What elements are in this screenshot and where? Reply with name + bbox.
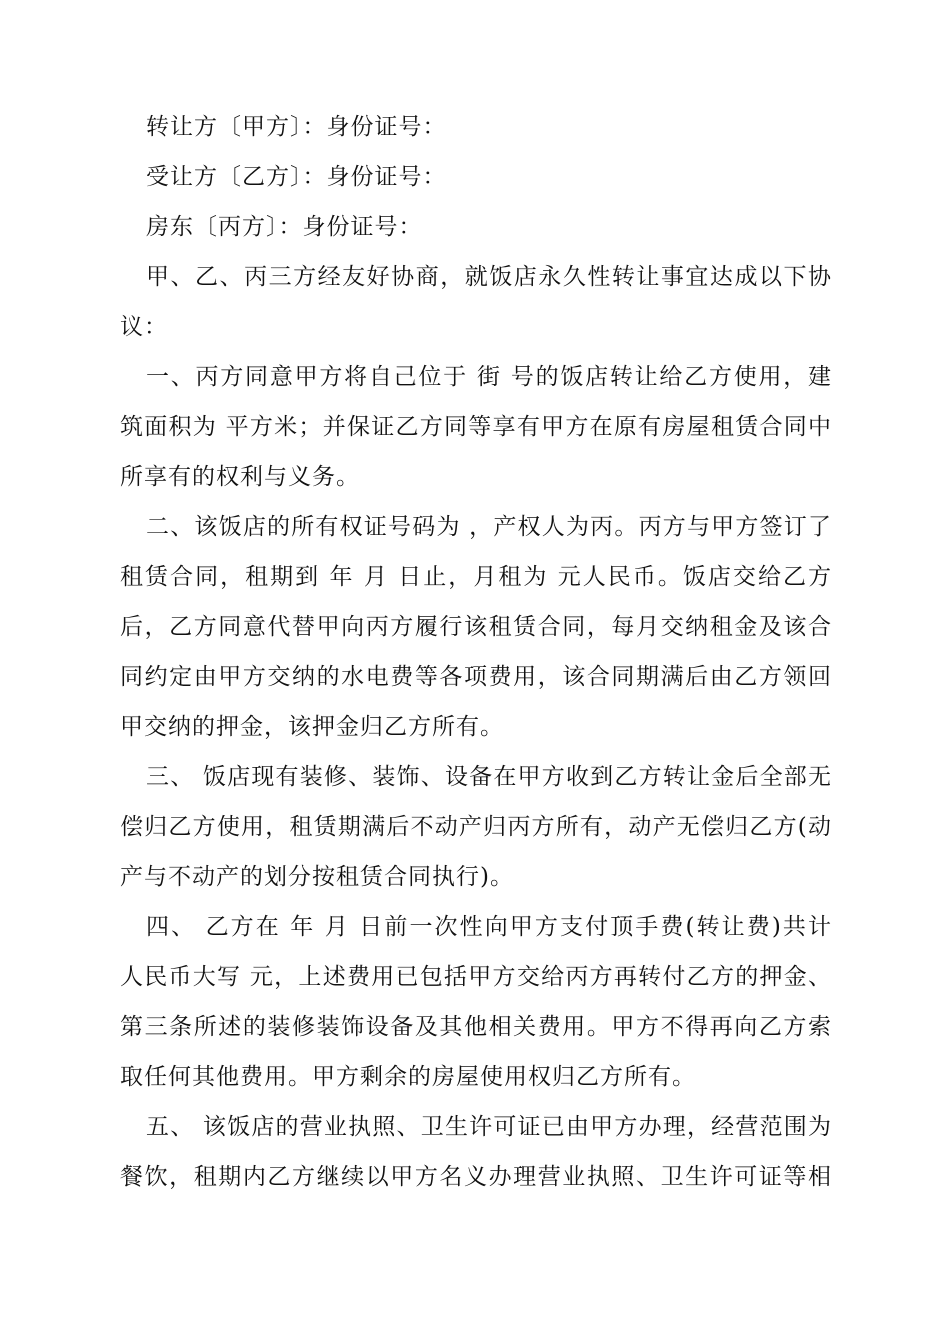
clause-4-line-3: 第三条所述的装修装饰设备及其他相关费用。甲方不得再向乙方索 [120,1014,832,1040]
clause-1-line-1: 一、丙方同意甲方将自己位于 街 号的饭店转让给乙方使用，建 [146,364,832,390]
clause-2-line-5: 甲交纳的押金，该押金归乙方所有。 [120,714,504,740]
clause-3-line-3: 产与不动产的划分按租赁合同执行)。 [120,864,514,890]
clause-4-line-4: 取任何其他费用。甲方剩余的房屋使用权归乙方所有。 [120,1064,696,1090]
clause-1-line-3: 所享有的权利与义务。 [120,464,360,490]
party-c-line: 房东〔丙方〕：身份证号： [146,214,423,240]
clause-4-line-1: 四、 乙方在 年 月 日前一次性向甲方支付顶手费(转让费)共计 [146,914,832,940]
clause-2-line-2: 租赁合同，租期到 年 月 日止，月租为 元人民币。饭店交给乙方 [120,564,832,590]
clause-2-line-4: 同约定由甲方交纳的水电费等各项费用，该合同期满后由乙方领回 [120,664,832,690]
intro-line-1: 甲、乙、丙三方经友好协商，就饭店永久性转让事宜达成以下协 [146,264,832,290]
clause-3-line-2: 偿归乙方使用，租赁期满后不动产归丙方所有，动产无偿归乙方(动 [120,814,832,840]
clause-5-line-2: 餐饮，租期内乙方继续以甲方名义办理营业执照、卫生许可证等相 [120,1164,832,1190]
clause-1-line-2: 筑面积为 平方米；并保证乙方同等享有甲方在原有房屋租赁合同中 [120,414,832,440]
clause-4-line-2: 人民币大写 元，上述费用已包括甲方交给丙方再转付乙方的押金、 [120,964,832,990]
clause-2-line-1: 二、该饭店的所有权证号码为 ，产权人为丙。丙方与甲方签订了 [146,514,832,540]
clause-5-line-1: 五、 该饭店的营业执照、卫生许可证已由甲方办理，经营范围为 [146,1114,832,1140]
clause-3-line-1: 三、 饭店现有装修、装饰、设备在甲方收到乙方转让金后全部无 [146,764,832,790]
contract-body [120,102,832,1202]
clause-2-line-3: 后，乙方同意代替甲向丙方履行该租赁合同，每月交纳租金及该合 [120,614,832,640]
party-a-line: 转让方〔甲方〕：身份证号： [146,114,447,140]
intro-line-2: 议： [120,314,168,340]
party-b-line: 受让方〔乙方〕：身份证号： [146,164,447,190]
